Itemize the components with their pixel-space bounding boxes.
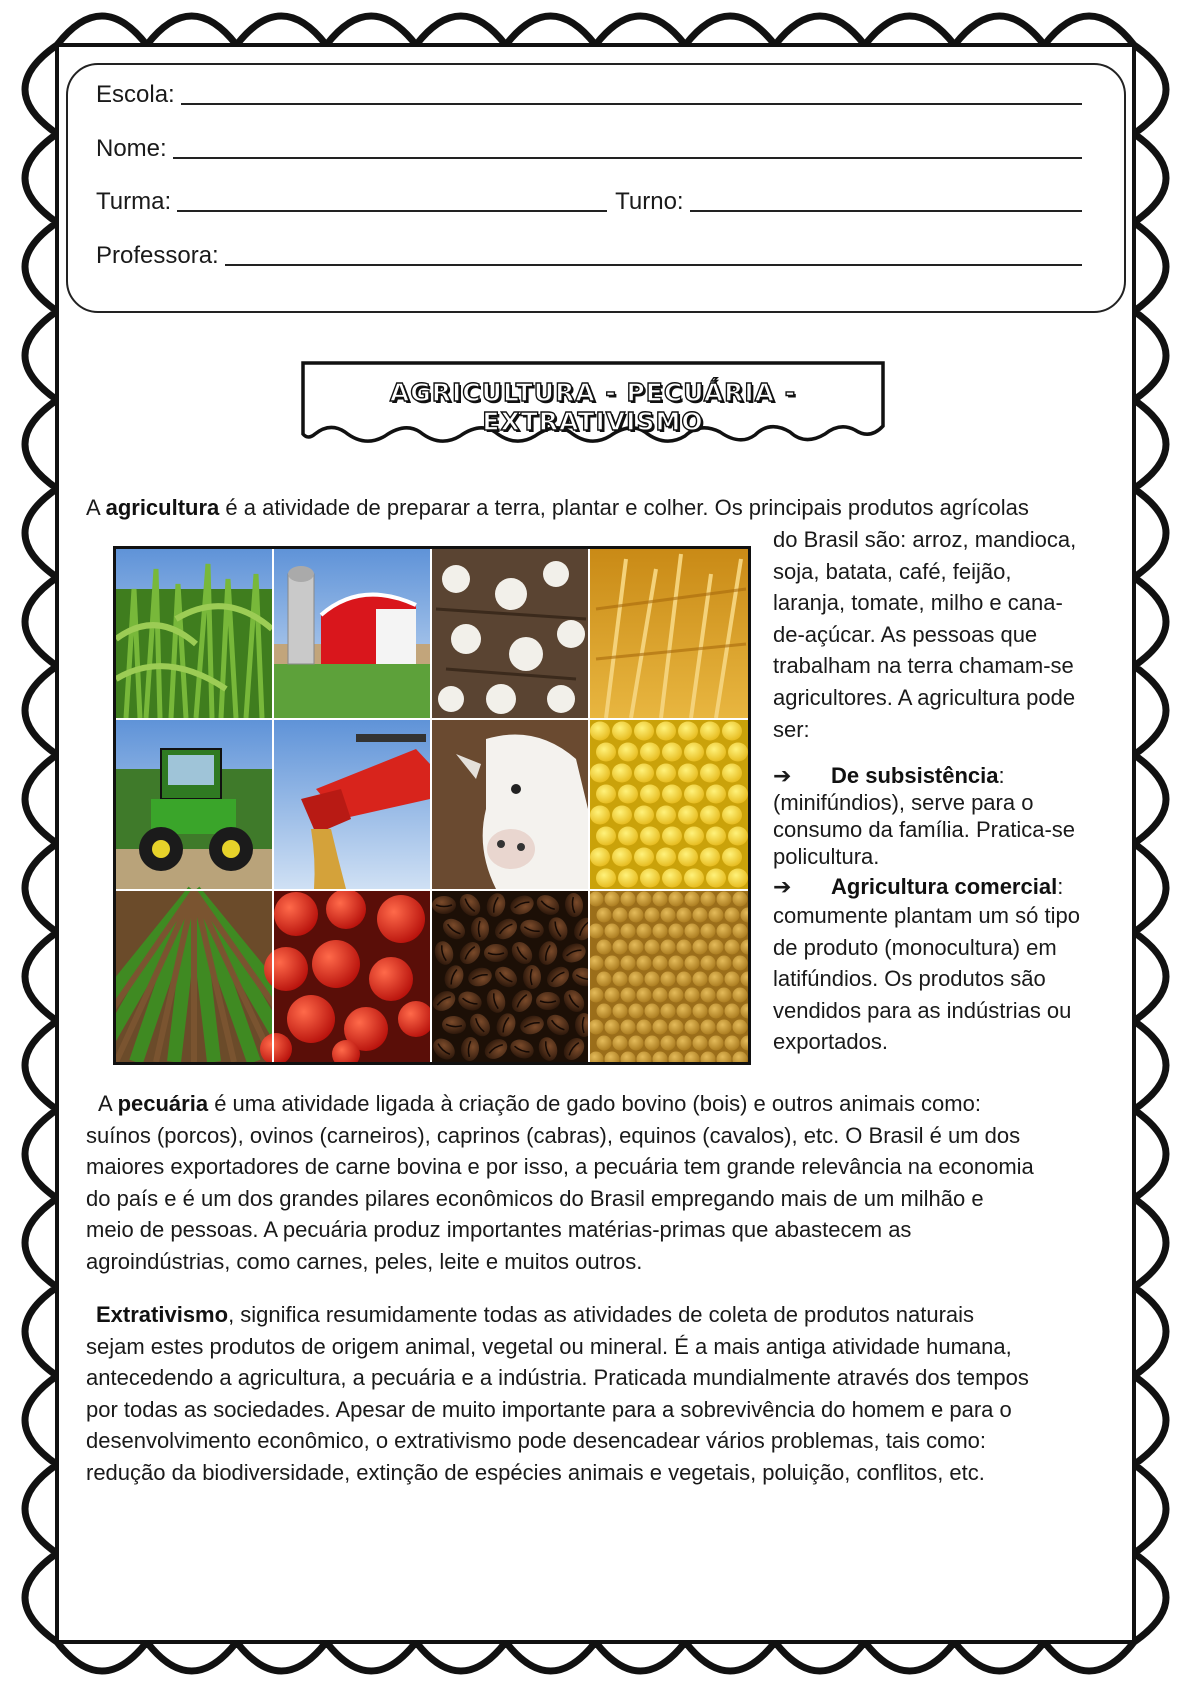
school-label: Escola: [96, 81, 175, 108]
class-shift-field-row [96, 188, 1082, 216]
bullet-title: De subsistência [831, 763, 999, 788]
cotton-tile [432, 549, 588, 718]
livestock-paragraph [86, 1088, 1126, 1278]
agriculture-intro-line [86, 492, 1029, 524]
bullet-commercial [773, 873, 1133, 1058]
wheat-tile [590, 549, 748, 718]
corn-cob-tile [590, 720, 748, 889]
extractivism-line: redução da biodiversidade, extinção de espécies animais e vegetais, poluição, conflitos, etc. [86, 1459, 985, 1485]
student-info-form [66, 63, 1126, 313]
livestock-line: é uma atividade ligada à criação de gado bovino (bois) e outros animais como: [208, 1091, 981, 1116]
agriculture-term: agricultura [105, 495, 220, 520]
bullet-separator: : [1057, 874, 1064, 899]
school-field-row [96, 81, 1082, 109]
agriculture-side-line: do Brasil são: arroz, mandioca, [773, 527, 1077, 552]
cow-tile [432, 720, 588, 889]
collage-grid [116, 549, 748, 1062]
extractivism-term: Extrativismo [96, 1302, 229, 1327]
class-input-line[interactable] [177, 209, 607, 212]
bullet-line: consumo da família. Pratica-se [773, 817, 1076, 842]
agriculture-intro-rest: é a atividade de preparar a terra, plantar e colher. Os principais produtos agrícolas [219, 495, 1029, 520]
bullet-title: Agricultura comercial [831, 874, 1058, 899]
bullet-line: vendidos para as indústrias ou [773, 997, 1072, 1023]
page-title: AGRICULTURA - PECUÁRIA - EXTRATIVISMO [389, 378, 797, 436]
agriculture-side-line: trabalham na terra chamam-se [773, 653, 1074, 679]
extractivism-line: sejam estes produtos de origem animal, vegetal ou mineral. É a mais antiga atividade humana, [86, 1333, 1012, 1359]
barn-tile [274, 549, 430, 718]
title-banner [300, 360, 886, 452]
shift-input-line[interactable] [690, 209, 1082, 212]
name-input-line[interactable] [173, 156, 1082, 159]
agriculture-side-text [773, 524, 1133, 745]
teacher-input-line[interactable] [225, 263, 1082, 266]
coffee-beans-tile [429, 890, 598, 1062]
teacher-field-row [96, 242, 1082, 270]
livestock-line: meio de pessoas. A pecuária produz importantes matérias-primas que abastecem as [86, 1217, 912, 1243]
livestock-line: agroindústrias, como carnes, peles, leite e muitos outros. [86, 1248, 643, 1274]
livestock-line: maiores exportadores de carne bovina e por isso, a pecuária tem grande relevância na economia [86, 1154, 1034, 1180]
agriculture-photo-collage [113, 546, 751, 1065]
bullet-line: policultura. [773, 844, 880, 869]
bullet-line: comumente plantam um só tipo [773, 903, 1080, 928]
bullet-separator: : [998, 763, 1005, 788]
shift-label: Turno: [615, 188, 684, 215]
bullet-line: exportados. [773, 1029, 888, 1055]
extractivism-line: por todas as sociedades. Apesar de muito importante para a sobrevivência do homem e para o [86, 1396, 1012, 1422]
agriculture-side-line: soja, batata, café, feijão, [773, 558, 1012, 584]
tomatoes-tile [260, 889, 434, 1062]
bullet-subsistence [773, 762, 1133, 870]
livestock-prefix: A [98, 1091, 118, 1116]
name-field-row [96, 135, 1082, 163]
agriculture-side-line: agricultores. A agricultura pode [773, 684, 1076, 710]
agriculture-side-line: ser: [773, 716, 810, 742]
agriculture-side-line: de-açúcar. As pessoas que [773, 621, 1038, 647]
bullet-line: latifúndios. Os produtos são [773, 966, 1046, 992]
class-label: Turma: [96, 188, 172, 215]
arrow-right-icon: ➔ [773, 874, 792, 899]
extractivism-line: antecedendo a agricultura, a pecuária e a indústria. Praticada mundialmente através dos tempos [86, 1365, 1029, 1391]
extractivism-paragraph [86, 1299, 1126, 1489]
arrow-right-icon: ➔ [773, 763, 792, 788]
name-label: Nome: [96, 135, 167, 162]
bullet-line: de produto (monocultura) em [773, 934, 1057, 960]
school-input-line[interactable] [181, 102, 1082, 105]
teacher-label: Professora: [96, 242, 219, 269]
extractivism-line: , significa resumidamente todas as atividades de coleta de produtos naturais [228, 1302, 975, 1327]
harvester-tile [274, 720, 430, 889]
bullet-line: (minifúndios), serve para o [773, 790, 1034, 815]
agriculture-intro-prefix: A [86, 495, 106, 520]
extractivism-line: desenvolvimento econômico, o extrativismo pode desencadear vários problemas, tais como: [86, 1428, 987, 1454]
livestock-line: do país e é um dos grandes pilares econômicos do Brasil empregando mais de um milhão e [86, 1185, 984, 1211]
agriculture-side-line: laranja, tomate, milho e cana- [773, 590, 1063, 616]
livestock-term: pecuária [117, 1091, 209, 1116]
livestock-line: suínos (porcos), ovinos (carneiros), caprinos (cabras), equinos (cavalos), etc. O Brasil é um dos [86, 1122, 1021, 1148]
cornfield-tile [116, 549, 272, 718]
tractor-tile [116, 720, 272, 889]
soybeans-tile [589, 891, 749, 1062]
